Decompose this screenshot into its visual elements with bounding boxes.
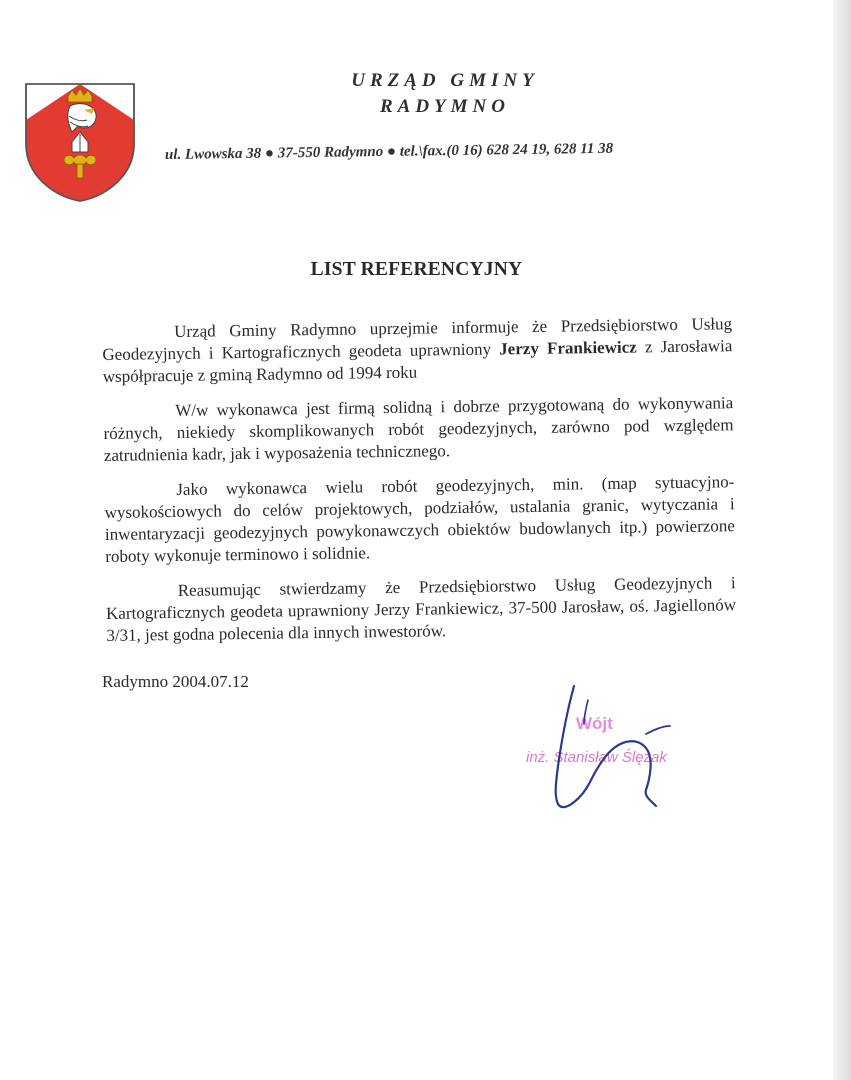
office-address: ul. Lwowska 38 ● 37-550 Radymno ● tel.\fax.(0 16) 628 24 19, 628 11 38 — [164, 140, 614, 163]
document-title: LIST REFERENCYJNY — [310, 259, 523, 280]
letter-date: Radymno 2004.07.12 — [102, 672, 249, 691]
coat-of-arms-icon — [22, 80, 138, 204]
office-name-line1: URZĄD GMINY — [351, 70, 539, 91]
scan-edge — [833, 0, 851, 1080]
stamp-office-title: Wójt — [576, 714, 613, 733]
paragraph-1-end: z Jarosławia współpracuje z gminą Radymno od 1994 roku — [102, 336, 733, 386]
letter-body — [102, 313, 737, 660]
paragraph-2: W/w wykonawca jest firmą solidną i dobrze przygotowaną do wykonywania różnych, niekiedy skomplikowanych robót geodezyjnych, zarówno pod względem zatrudnienia kadr, jak i wyposażenia technicznego. — [103, 393, 734, 465]
paragraph-4: Reasumując stwierdzamy że Przedsiębiorstwo Usług Geodezyjnych i Kartograficznych geodeta uprawniony Jerzy Frankiewicz, 37-500 Jarosław, oś. Jagiellonów 3/31, jest godna polecenia dla innych inwestorów. — [105, 573, 737, 645]
contractor-name: Jerzy Frankiewicz — [499, 337, 637, 359]
paragraph-3: Jako wykonawca wielu robót geodezyjnych, min. (map sytuacyjno-wysokościowych do celów projektowych, podziałów, ustalania granic, wytyczania i inwentaryzacji geodezyjnych powykonawczych obiektów budowlanych itp.) powierzone roboty wykonuje terminowo i solidnie. — [104, 472, 736, 566]
stamp-signatory-name: inż. Stanisław Ślęzak — [526, 749, 667, 766]
office-name-line2: RADYMNO — [379, 96, 510, 117]
paragraph-1-intro: Urząd Gminy Radymno uprzejmie informuje że Przedsiębiorstwo Usług Geodezyjnych i Kartograficznych geodeta uprawniony — [102, 314, 733, 364]
paragraph-1 — [102, 313, 733, 388]
handwritten-signature-icon — [528, 678, 688, 828]
